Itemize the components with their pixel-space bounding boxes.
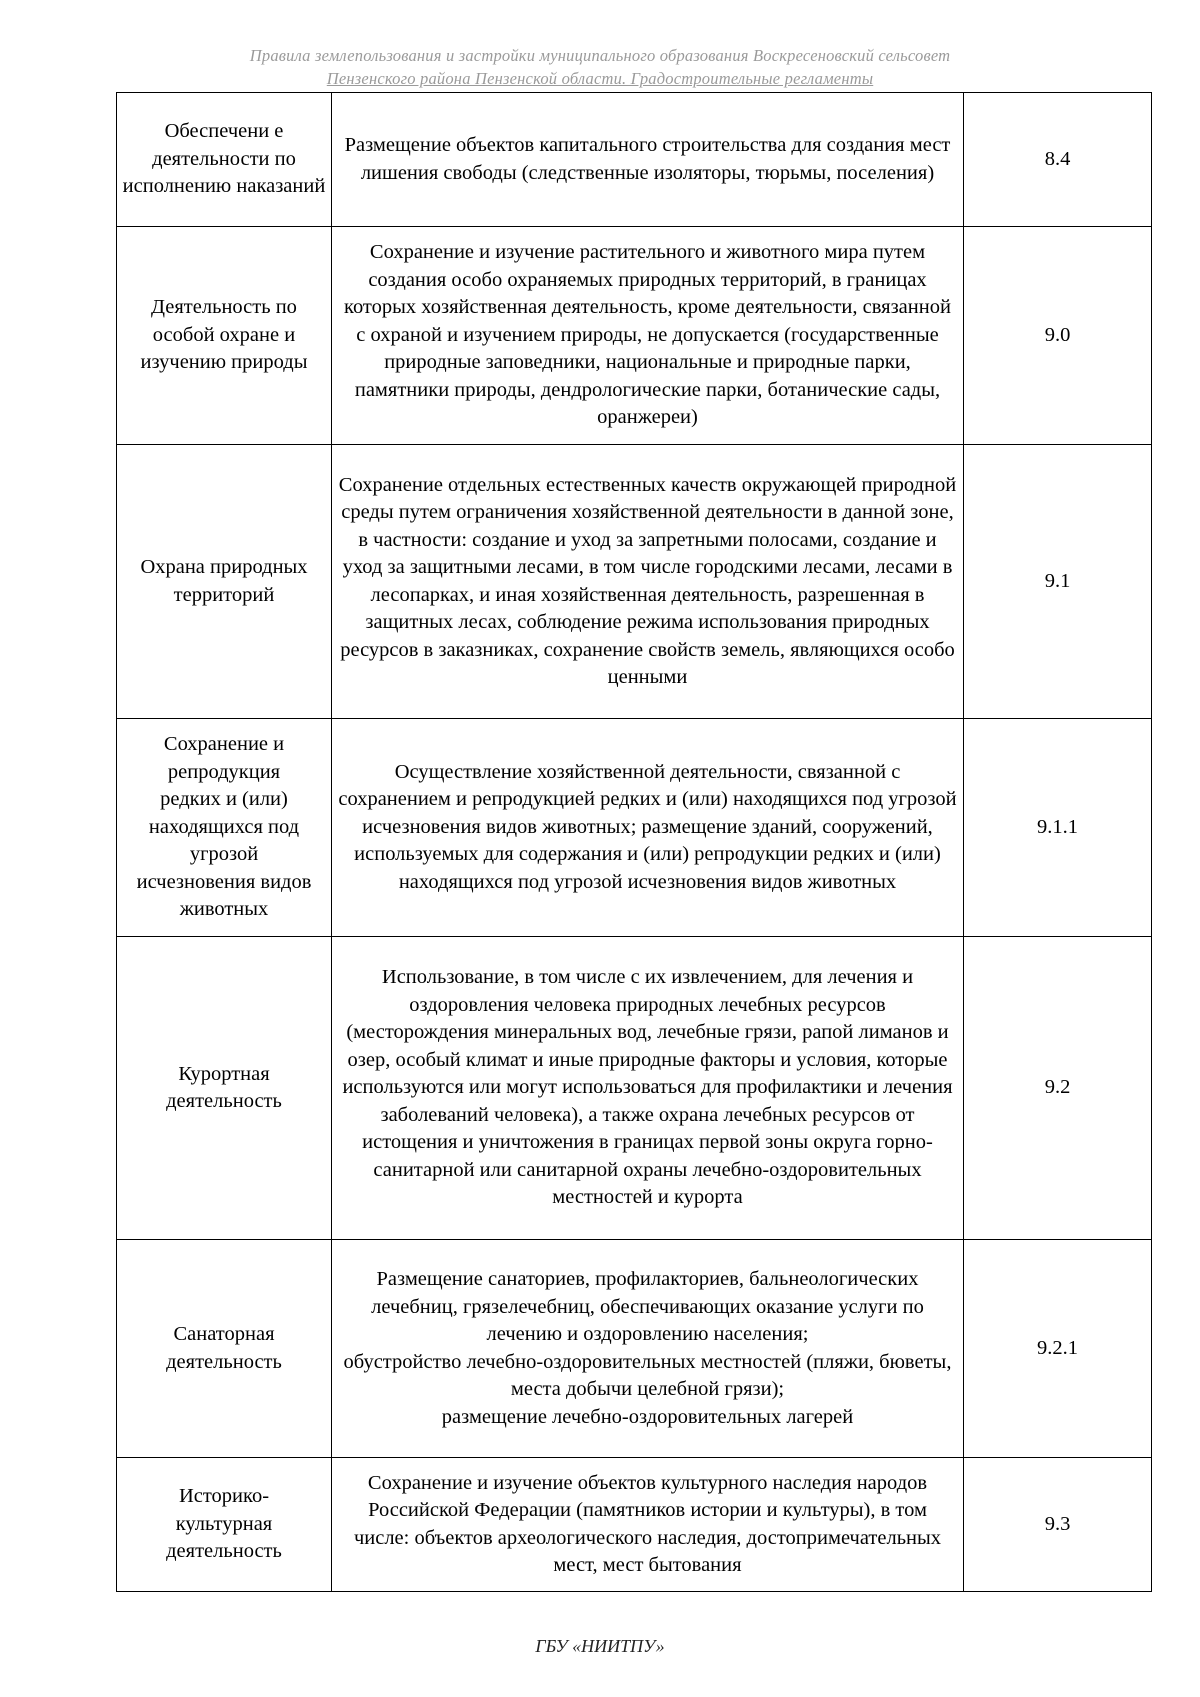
table-row: [117, 719, 1152, 937]
row-description-cell: Размещение санаториев, профилакториев, бальнеологических лечебниц, грязелечебниц, обеспечивающих оказание услуги по лечению и оздоровлению населения; обустройство лечебно-оздоровительных местностей (пляжи, бюветы, места добычи целебной грязи); размещение лечебно-оздоровительных лагерей: [332, 1240, 964, 1458]
table-row: [117, 445, 1152, 719]
table-row: [117, 93, 1152, 227]
row-description-cell: Сохранение и изучение растительного и животного мира путем создания особо охраняемых природных территорий, в границах которых хозяйственная деятельность, кроме деятельности, связанной с охраной и изучением природы, не допускается (государственные природные заповедники, национальные и природные парки, памятники природы, дендрологические парки, ботанические сады, оранжереи): [332, 227, 964, 445]
row-description-cell: Сохранение отдельных естественных качеств окружающей природной среды путем ограничения хозяйственной деятельности в данной зоне, в частности: создание и уход за запретными полосами, создание и уход за защитными лесами, в том числе городскими лесами, лесами в лесопарках, и иная хозяйственная деятельность, разрешенная в защитных лесах, соблюдение режима использования природных ресурсов в заказниках, сохранение свойств земель, являющихся особо ценными: [332, 445, 964, 719]
row-name-cell: Историко-культурная деятельность: [117, 1458, 332, 1592]
row-description-cell: Использование, в том числе с их извлечением, для лечения и оздоровления человека природных лечебных ресурсов (месторождения минеральных вод, лечебные грязи, рапой лиманов и озер, особый климат и иные природные факторы и условия, которые используются или могут использоваться для профилактики и лечения заболеваний человека), а также охрана лечебных ресурсов от истощения и уничтожения в границах первой зоны округа горно-санитарной или санитарной охраны лечебно-оздоровительных местностей и курорта: [332, 937, 964, 1240]
row-name-cell: Санаторная деятельность: [117, 1240, 332, 1458]
row-name-cell: Деятельность по особой охране и изучению природы: [117, 227, 332, 445]
page-footer: ГБУ «НИИТПУ»: [535, 1636, 665, 1656]
page-header: [0, 44, 1200, 90]
header-line-1: Правила землепользования и застройки муниципального образования Воскресеновский сельсовет: [249, 46, 951, 65]
row-description-cell: Осуществление хозяйственной деятельности, связанной с сохранением и репродукцией редких и (или) находящихся под угрозой исчезновения видов животных; размещение зданий, сооружений, используемых для содержания и (или) репродукции редких и (или) находящихся под угрозой исчезновения видов животных: [332, 719, 964, 937]
row-code-cell: 9.1: [964, 445, 1152, 719]
row-name-cell: Обеспечени е деятельности по исполнению наказаний: [117, 93, 332, 227]
header-line-2: Пензенского района Пензенской области. Градостроительные регламенты: [326, 69, 874, 88]
row-code-cell: 9.1.1: [964, 719, 1152, 937]
row-name-cell: Сохранение и репродукция редких и (или) находящихся под угрозой исчезновения видов животных: [117, 719, 332, 937]
table-row: [117, 1240, 1152, 1458]
row-description-cell: Сохранение и изучение объектов культурного наследия народов Российской Федерации (памятников истории и культуры), в том числе: объектов археологического наследия, достопримечательных мест, мест бытования: [332, 1458, 964, 1592]
row-code-cell: 9.3: [964, 1458, 1152, 1592]
row-code-cell: 9.2: [964, 937, 1152, 1240]
row-name-cell: Курортная деятельность: [117, 937, 332, 1240]
row-name-cell: Охрана природных территорий: [117, 445, 332, 719]
table-row: [117, 227, 1152, 445]
land-use-regulations-table: [116, 92, 1152, 1592]
row-code-cell: 9.2.1: [964, 1240, 1152, 1458]
row-description-cell: Размещение объектов капитального строительства для создания мест лишения свободы (следственные изоляторы, тюрьмы, поселения): [332, 93, 964, 227]
row-code-cell: 8.4: [964, 93, 1152, 227]
table-row: [117, 937, 1152, 1240]
table-row: [117, 1458, 1152, 1592]
row-code-cell: 9.0: [964, 227, 1152, 445]
